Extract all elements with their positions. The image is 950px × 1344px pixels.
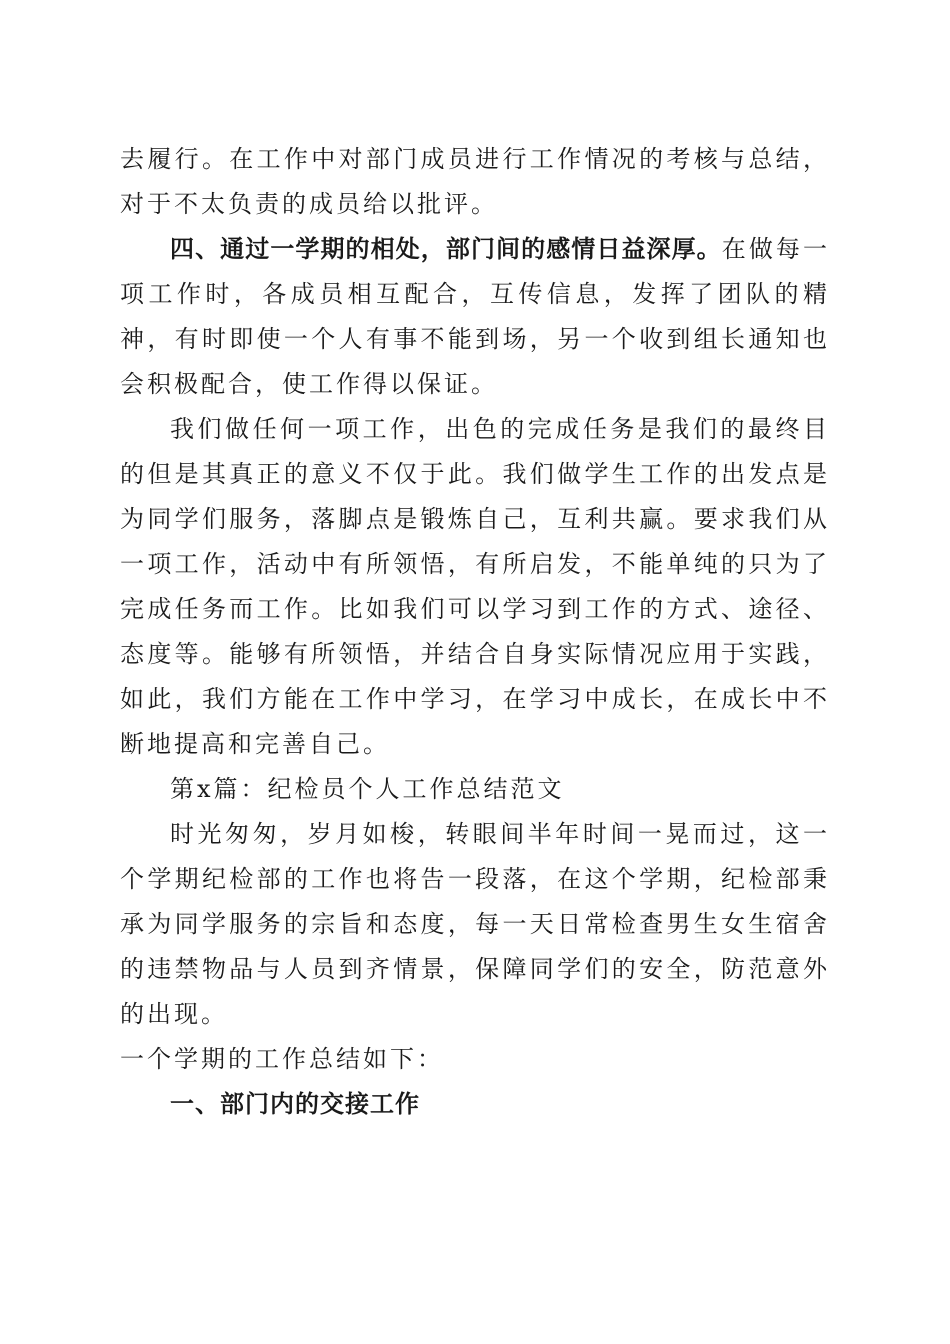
article-title: 第x篇：纪检员个人工作总结范文 [170, 775, 565, 803]
point-four-lead: 四、通过一学期的相处，部门间的感情日益深厚。 [170, 235, 722, 263]
paragraph-point-four [120, 227, 830, 407]
paragraph-body-1: 我们做任何一项工作，出色的完成任务是我们的最终目的但是其真正的意义不仅于此。我们做学生工作的出发点是为同学们服务，落脚点是锻炼自己，互利共赢。要求我们从一项工作，活动中有所领悟，有所启发，不能单纯的只为了完成任务而工作。比如我们可以学习到工作的方式、途径、态度等。能够有所领悟，并结合自身实际情况应用于实践，如此，我们方能在工作中学习，在学习中成长，在成长中不断地提高和完善自己。 [120, 415, 830, 758]
paragraph-body-2: 时光匆匆，岁月如梭，转眼间半年时间一晃而过，这一个学期纪检部的工作也将告一段落，在这个学期，纪检部秉承为同学服务的宗旨和态度，每一天日常检查男生女生宿舍的违禁物品与人员到齐情景，保障同学们的安全，防范意外的出现。 [120, 820, 830, 1028]
point-four-text: 在做每一项工作时，各成员相互配合，互传信息，发挥了团队的精神，有时即使一个人有事不能到场，另一个收到组长通知也会积极配合，使工作得以保证。 [120, 235, 831, 398]
paragraph-continuation-2: 一个学期的工作总结如下： [120, 1045, 444, 1073]
section-heading: 一、部门内的交接工作 [170, 1090, 420, 1118]
document-body [120, 137, 830, 1127]
paragraph-continuation-1: 去履行。在工作中对部门成员进行工作情况的考核与总结，对于不太负责的成员给以批评。 [120, 145, 830, 218]
